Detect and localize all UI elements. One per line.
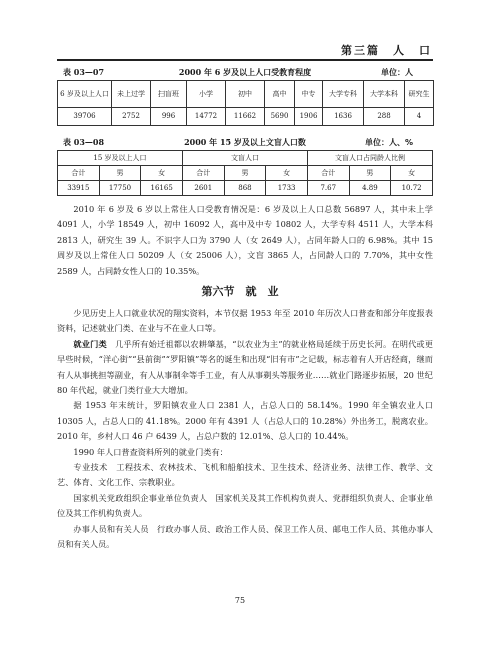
table1-cell: 5690 xyxy=(265,108,295,126)
education-paragraph: 2010 年 6 岁及 6 岁以上常住人口受教育情况是：6 岁及以上人口总数 56897 人，其中未上学 4091 人，小学 18549 人，初中 16092 人，高中及中专 10802 人，大学专科 4511 人，大学本科 2813 人，研究生 39 人。不识字人口为 3790 人（女 2649 人），占同年龄人口的 6.98%。其中 15 周岁及以上常住人口 50209 人（女 25006 人），文盲 3865 人，占同龄人口的 7.70%，其中女性 2589 人，占同龄女性人口的 10.35%。 xyxy=(57,204,433,276)
table2-subheader-cell: 合计 xyxy=(182,166,224,181)
table1-cell: 2752 xyxy=(112,108,151,126)
table2-cell: 2601 xyxy=(182,181,224,196)
category-professional: 专业技术 工程技术、农林技术、飞机和船舶技术、卫生技术、经济业务、法律工作、教学、文艺、体育、文化工作、宗教职业。 xyxy=(57,462,433,488)
table2-data-row xyxy=(58,181,433,196)
table2-group-cell: 文盲人口占同龄人比例 xyxy=(307,151,432,166)
employment-categories-paragraph xyxy=(57,337,433,399)
table1-cell: 39706 xyxy=(58,108,112,126)
section-title: 第六节 就 业 xyxy=(201,285,279,298)
table2-subheader-cell: 男 xyxy=(224,166,266,181)
table2-group-row xyxy=(58,151,433,166)
table2-cell: 4.89 xyxy=(349,181,391,196)
table1-header-cell: 扫盲班 xyxy=(151,81,187,108)
category-clerical: 办事人员和有关人员 行政办事人员、政治工作人员、保卫工作人员、邮电工作人员、其他办事人员和有关人员。 xyxy=(57,523,433,550)
table2 xyxy=(57,150,433,196)
table2-unit: 单位：人、% xyxy=(364,138,413,147)
employment-body xyxy=(57,306,433,553)
table2-subheader-cell: 男 xyxy=(99,166,141,181)
table1-header-cell: 小学 xyxy=(187,81,226,108)
category-officials: 国家机关党政组织企事业单位负责人 国家机关及其工作机构负责人、党群组织负责人、企事业单位及其工作机构负责人。 xyxy=(57,492,433,519)
table1-id: 表 03—07 xyxy=(63,67,105,77)
table1-header-row xyxy=(58,81,434,108)
table2-subheader-cell: 女 xyxy=(141,166,183,181)
paragraph-lead: 就业门类 xyxy=(73,338,107,349)
education-paragraph-block xyxy=(57,202,433,279)
table1-header-cell: 高中 xyxy=(265,81,295,108)
table1-header-cell: 初中 xyxy=(226,81,265,108)
table2-id: 表 03—08 xyxy=(63,137,105,147)
paragraph-text: 几乎所有始迁祖都以农耕肇基，“以农业为主”的就业格局延续于历史长河。在明代或更早些时候，“洋心街”“县前街”“罗阳镇”等名的诞生和出现“旧有市”之记载，标志着有人开店经商，继而有人从事挑担等副业，有人从事制伞等手工业，有人从事剃头等服务业……就业门路逐步拓展，20 世纪 80 年代起，就业门类行业大大增加。 xyxy=(57,338,433,396)
table1-cell: 996 xyxy=(151,108,187,126)
table1-unit: 单位：人 xyxy=(381,68,413,77)
table2-subheader-cell: 男 xyxy=(349,166,391,181)
table1-cell: 4 xyxy=(405,108,434,126)
table1-cell: 1906 xyxy=(295,108,323,126)
table1-header-cell: 大学专科 xyxy=(323,81,364,108)
table2-cell: 10.72 xyxy=(391,181,433,196)
table2-subheader-cell: 女 xyxy=(266,166,308,181)
table2-group-cell: 文盲人口 xyxy=(182,151,307,166)
table2-cell: 7.67 xyxy=(307,181,349,196)
table1 xyxy=(57,80,434,126)
table2-cell: 17750 xyxy=(99,181,141,196)
table2-subheader-cell: 合计 xyxy=(58,166,100,181)
table1-cell: 14772 xyxy=(187,108,226,126)
page-number: 75 xyxy=(234,596,246,605)
header-rule xyxy=(57,59,433,61)
statistics-paragraph: 据 1953 年末统计，罗阳镇农业人口 2381 人，占总人口的 58.14%。1990 年全镇农业人口 10305 人，占总人口的 41.18%。2000 年有 4391 人（占总人口的 10.28%）外出务工，脱离农业。2010 年，乡村人口 46 户 6439 人，占总户数的 12.01%、总人口的 10.44%。 xyxy=(57,400,433,442)
table1-cell: 1636 xyxy=(323,108,364,126)
table1-title: 2000 年 6 岁及以上人口受教育程度 xyxy=(178,67,312,77)
table1-data-row xyxy=(58,108,434,126)
census-list-intro: 1990 年人口普查资料所列的就业门类有： xyxy=(73,446,228,457)
table1-header-cell: 研究生 xyxy=(405,81,434,108)
table2-subheader-row xyxy=(58,166,433,181)
table2-cell: 868 xyxy=(224,181,266,196)
table1-header-cell: 未上过学 xyxy=(112,81,151,108)
table1-header-cell: 6 岁及以上人口 xyxy=(58,81,112,108)
table1-header-cell: 大学本科 xyxy=(364,81,405,108)
table2-cell: 16165 xyxy=(141,181,183,196)
table1-header-cell: 中专 xyxy=(295,81,323,108)
table1-cell: 288 xyxy=(364,108,405,126)
table2-cell: 1733 xyxy=(266,181,308,196)
table2-cell: 33915 xyxy=(58,181,100,196)
table2-title: 2000 年 15 岁及以上文盲人口数 xyxy=(184,137,306,147)
table2-subheader-cell: 合计 xyxy=(307,166,349,181)
table2-group-cell: 15 岁及以上人口 xyxy=(58,151,183,166)
running-header: 第三篇 人 口 xyxy=(341,44,432,57)
table1-cell: 11662 xyxy=(226,108,265,126)
table2-subheader-cell: 女 xyxy=(391,166,433,181)
intro-paragraph: 少见历史上人口就业状况的翔实资料，本节仅据 1953 年至 2010 年历次人口普查和部分年度报表资料，记述就业门类、在业与不在业人口等。 xyxy=(57,308,433,334)
